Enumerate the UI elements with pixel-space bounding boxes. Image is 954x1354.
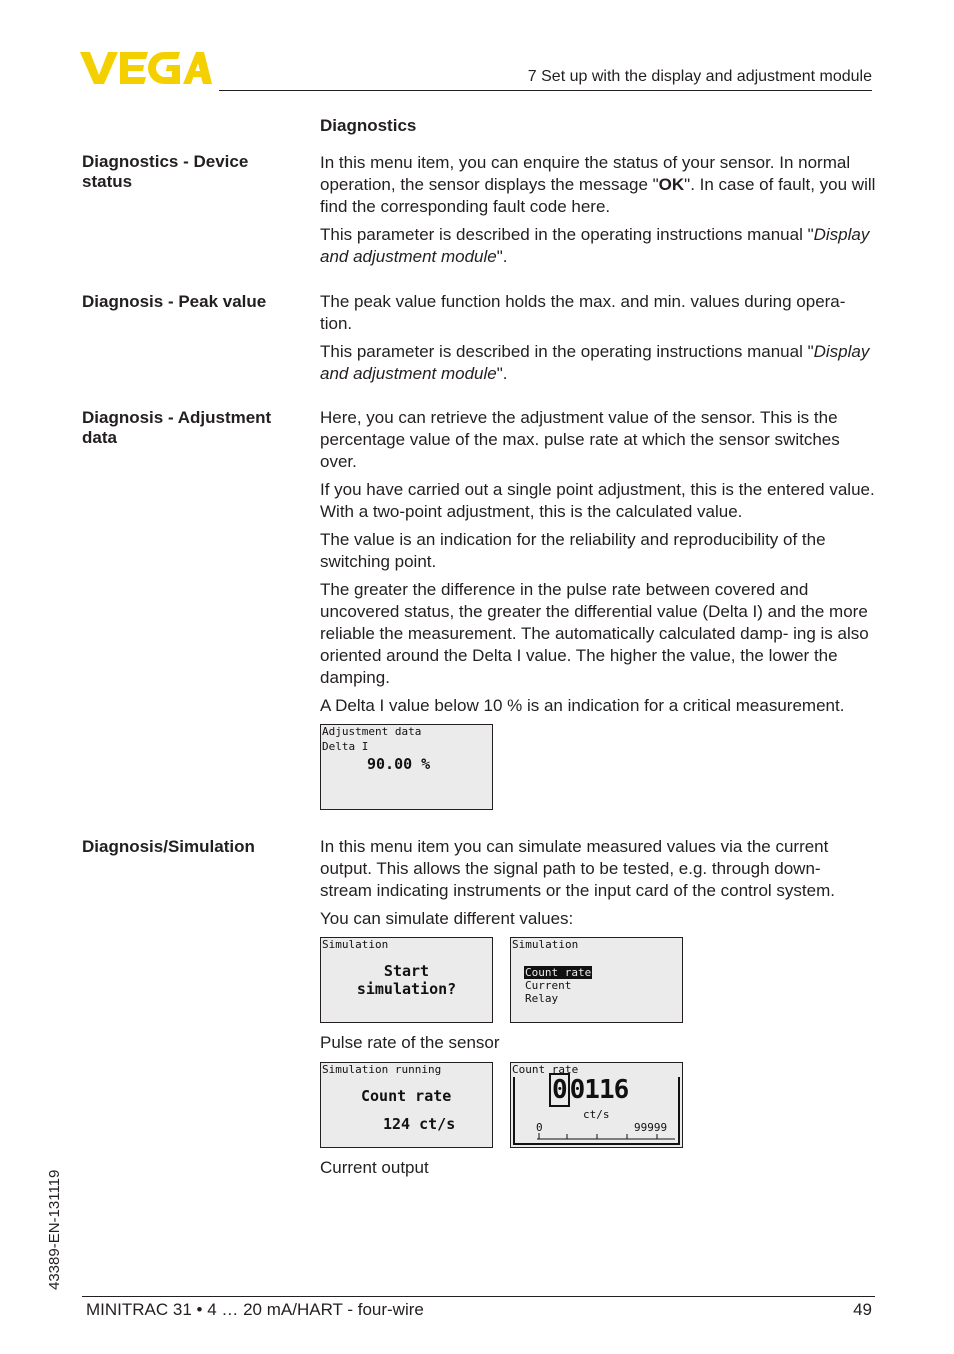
simulation-para-2: You can simulate different values: (320, 909, 574, 928)
device-status-label: Diagnostics - Device status (82, 152, 249, 191)
adjustment-para-3: The value is an indication for the reliability and reproducibility of the switching point. (320, 530, 826, 571)
caption-pulse-rate: Pulse rate of the sensor (320, 1033, 500, 1052)
section-title: Diagnostics (320, 116, 417, 135)
simulation-menu-screen (510, 937, 683, 1023)
simulation-start-screen (320, 937, 493, 1023)
adjustment-para-5: A Delta I value below 10 % is an indication for a critical measurement. (320, 696, 845, 715)
count-rate-value: 0 0116 (549, 1075, 628, 1105)
count-rate-unit: ct/s (583, 1108, 610, 1121)
digit-cursor: 0 (549, 1073, 570, 1107)
scale-max: 99999 (634, 1121, 668, 1134)
screen-title: Count rate (512, 1063, 579, 1076)
screen-title: Simulation (512, 938, 579, 951)
screen-line-1: Start (383, 962, 430, 980)
document-id: 43389-EN-131119 (46, 1169, 63, 1290)
scale-min: 0 (536, 1121, 543, 1134)
footer-rule (82, 1296, 875, 1297)
peak-value-para-2: This parameter is described in the operating instructions manual "Display and adjustment module". (320, 342, 870, 383)
adjustment-para-1: Here, you can retrieve the adjustment value of the sensor. This is the percentage value of the max. pulse rate at which the sensor switches over. (320, 408, 840, 471)
screen-title: Simulation running (322, 1063, 442, 1076)
adjustment-data-label: Diagnosis - Adjustment data (82, 408, 272, 447)
screen-subtitle: Delta I (322, 740, 369, 753)
header-rule (219, 90, 872, 91)
menu-item-current: Current (525, 979, 572, 992)
screen-value: 90.00 % (367, 755, 431, 773)
chapter-title: 7 Set up with the display and adjustment module (527, 68, 872, 85)
menu-item-relay: Relay (525, 992, 559, 1005)
screen-line-1: Count rate (361, 1087, 452, 1105)
adjustment-para-4: The greater the difference in the pulse rate between covered and uncovered status, the greater the differential value (Delta I) and the more reliable the measurement. The automatically calculated damp- ing is also oriented around the Delta I value. The higher the value, the lower the damping. (320, 580, 869, 687)
simulation-running-screen (320, 1062, 493, 1148)
adjustment-para-2: If you have carried out a single point adjustment, this is the entered value. With a two-point adjustment, this is the calculated value. (320, 480, 875, 521)
adjustment-data-screen (320, 724, 493, 810)
page-number: 49 (853, 1300, 872, 1319)
screen-line-2: 124 ct/s (383, 1115, 456, 1133)
vega-logo (80, 50, 212, 86)
simulation-para-1: In this menu item you can simulate measured values via the current output. This allows the signal path to be tested, e.g. through down- stream indicating instruments or the input card of the control system. (320, 837, 835, 900)
scale-bar (537, 1129, 677, 1141)
screen-line-2: simulation? (356, 980, 457, 998)
device-status-para-2: This parameter is described in the operating instructions manual "Display and adjustment module". (320, 225, 870, 266)
footer-product: MINITRAC 31 • 4 … 20 mA/HART - four-wire (86, 1300, 424, 1319)
simulation-label: Diagnosis/Simulation (82, 837, 255, 856)
count-rate-screen (510, 1062, 683, 1148)
caption-current-output: Current output (320, 1158, 429, 1177)
peak-value-para-1: The peak value function holds the max. and min. values during opera- tion. (320, 292, 846, 333)
device-status-para-1: In this menu item, you can enquire the status of your sensor. In normal operation, the sensor displays the message "OK". In case of fault, you will find the corresponding fault code here. (320, 153, 876, 216)
screen-title: Adjustment data (322, 725, 422, 738)
menu-item-count-rate: Count rate (525, 966, 592, 979)
screen-title: Simulation (322, 938, 389, 951)
peak-value-label: Diagnosis - Peak value (82, 292, 267, 311)
